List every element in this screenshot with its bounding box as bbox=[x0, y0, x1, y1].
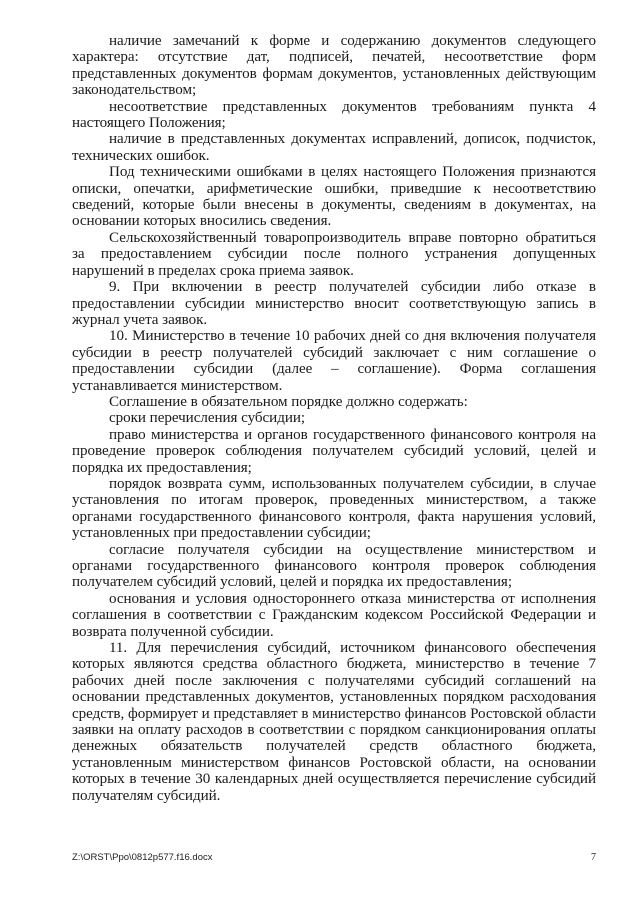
paragraph-recipient-consent: согласие получателя субсидии на осуществление министерством и органами государственного финансового контроля проверок соблюдения получателем субсидий условий, целей и порядка их предоставления; bbox=[72, 541, 596, 591]
document-body bbox=[72, 33, 596, 804]
paragraph-item-10: 10. Министерство в течение 10 рабочих дней со дня включения получателя субсидии в реестр получателей субсидий заключает с ним соглашение о предоставлении субсидии (далее – соглашение). Форма соглашения устанавливается министерством. bbox=[72, 328, 596, 394]
paragraph-technical-errors: Под техническими ошибками в целях настоящего Положения признаются описки, опечатки, арифметические ошибки, приведшие к несоответствию сведений, которые были внесены в документы, сведениям в документах, на основании которых вносились сведения. bbox=[72, 164, 596, 230]
paragraph-remarks-on-form: наличие замечаний к форме и содержанию документов следующего характера: отсутствие дат, подписей, печатей, несоответствие форм представленных документов формам документов, установленных действующим законодательством; bbox=[72, 33, 596, 99]
paragraph-item-9: 9. При включении в реестр получателей субсидии либо отказе в предоставлении субсидии министерство вносит соответствующую запись в журнал учета заявок. bbox=[72, 279, 596, 328]
paragraph-transfer-dates: сроки перечисления субсидии; bbox=[109, 410, 306, 427]
footer-page-number: 7 bbox=[591, 852, 596, 863]
paragraph-agreement-contents: Соглашение в обязательном порядке должно содержать: bbox=[109, 393, 468, 410]
paragraph-inspection-right: право министерства и органов государственного финансового контроля на проведение проверок соблюдения получателем субсидий условий, целей и порядка их предоставления; bbox=[72, 426, 596, 476]
paragraph-reapplication: Сельскохозяйственный товаропроизводитель вправе повторно обратиться за предоставлением субсидии после полного устранения допущенных нарушений в пределах срока приема заявок. bbox=[72, 229, 596, 279]
paragraph-item-11: 11. Для перечисления субсидий, источником финансового обеспечения которых являются средства областного бюджета, министерство в течение 7 рабочих дней после заключения с получателями субсидий соглашений на основании представленных документов, установленных порядком расходования средств, формирует и представляет в министерство финансов Ростовской области заявки на оплату расходов в соответствии с порядком санкционирования оплаты денежных обязательств получателей средств областного бюджета, установленным министерством финансов Ростовской области, на основании которых в течение 30 календарных дней осуществляется перечисление субсидий получателям субсидий. bbox=[72, 640, 596, 804]
paragraph-corrections: наличие в представленных документах исправлений, дописок, подчисток, технических ошибок. bbox=[72, 131, 596, 164]
footer-file-path: Z:\ORST\Ppo\0812p577.f16.docx bbox=[72, 852, 213, 863]
paragraph-refund-procedure: порядок возврата сумм, использованных получателем субсидии, в случае установления по итогам проверок, проведенных министерством, а также органами государственного финансового контроля, факта нарушения условий, установленных при предоставлении субсидии; bbox=[72, 475, 596, 542]
paragraph-noncompliance-point-4: несоответствие представленных документов требованиям пункта 4 настоящего Положения; bbox=[72, 98, 596, 132]
paragraph-unilateral-refusal: основания и условия одностороннего отказа министерства от исполнения соглашения в соответствии с Гражданским кодексом Российской Федерации и возврата полученной субсидии. bbox=[72, 590, 596, 640]
